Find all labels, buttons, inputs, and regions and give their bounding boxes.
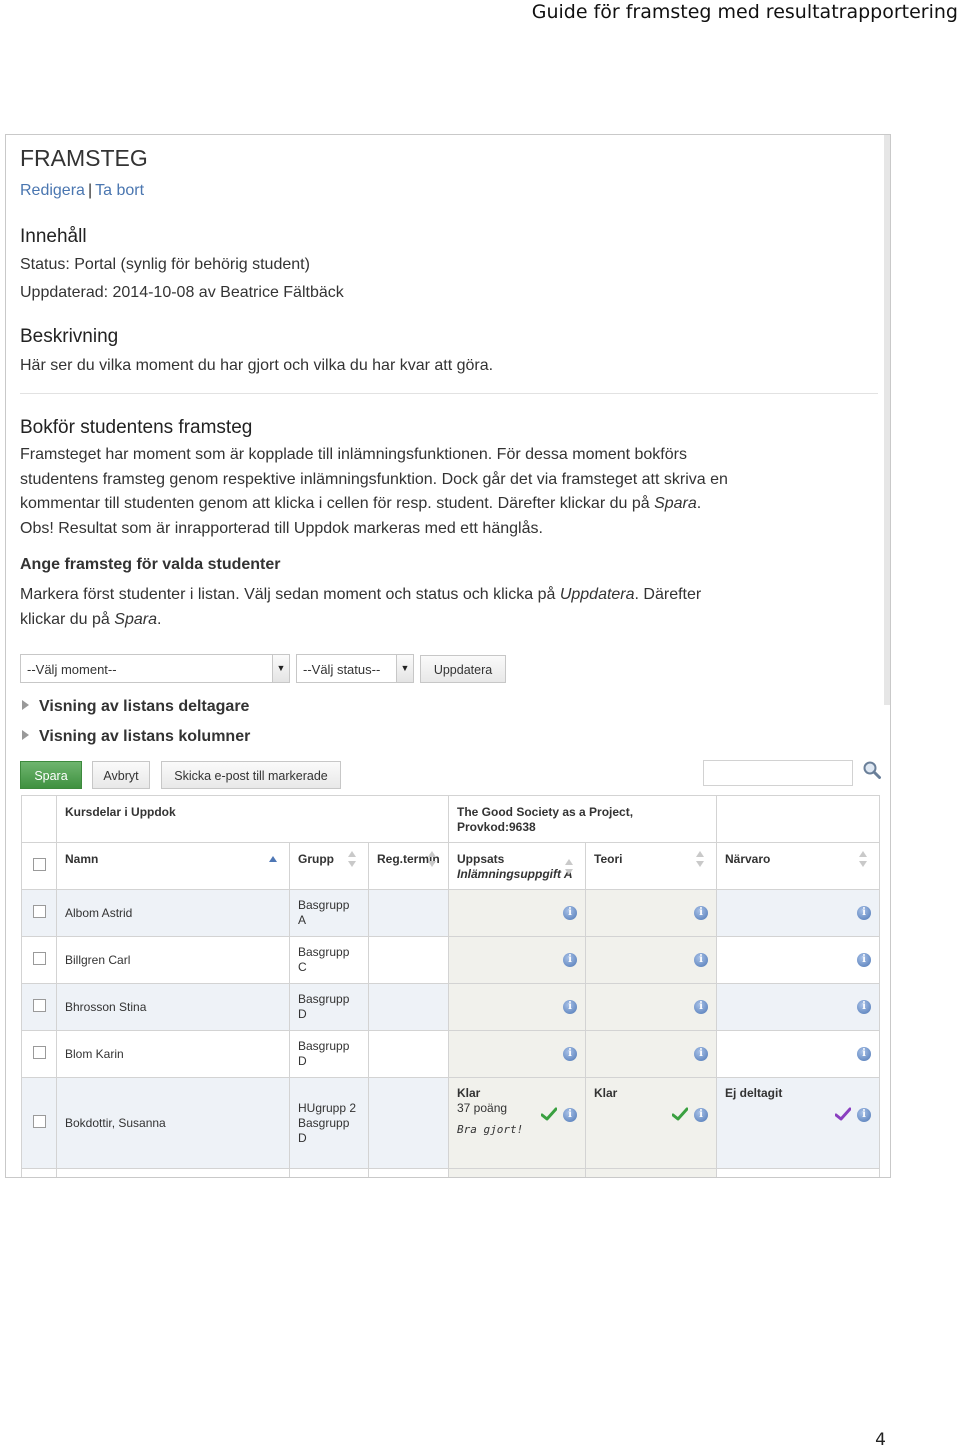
info-icon[interactable]: i [694, 1000, 708, 1014]
student-group: Basgrupp D [290, 1031, 369, 1078]
attendance-cell[interactable] [717, 1078, 880, 1169]
columns-toggle[interactable]: Visning av listans kolumner [22, 728, 250, 746]
info-icon[interactable]: i [694, 1108, 708, 1122]
status-select[interactable]: --Välj status-- ▼ [296, 654, 414, 683]
status-text: Status: Portal (synlig för behörig student) [20, 256, 310, 273]
document-header: Guide för framsteg med resultatrapportering [531, 1, 958, 23]
attendance-cell[interactable] [717, 1031, 880, 1078]
student-name: Bhrosson Stina [57, 984, 290, 1031]
description-text: Här ser du vilka moment du har gjort och vilka du har kvar att göra. [20, 357, 494, 374]
attendance-status: Ej deltagit [725, 1086, 783, 1100]
triangle-right-icon [22, 730, 29, 740]
check-icon [835, 1107, 851, 1121]
attendance-cell[interactable] [717, 984, 880, 1031]
attendance-cell[interactable] [717, 890, 880, 937]
essay-comment: Bra gjort! [457, 1123, 524, 1136]
row-checkbox[interactable] [33, 1046, 46, 1059]
title-links [20, 182, 144, 200]
sort-icon [859, 851, 867, 867]
essay-points: 37 poäng [457, 1101, 508, 1115]
theory-cell[interactable] [586, 1031, 717, 1078]
theory-cell[interactable] [586, 984, 717, 1031]
info-icon[interactable]: i [694, 906, 708, 920]
table-row [22, 1031, 880, 1078]
info-icon[interactable]: i [857, 906, 871, 920]
student-name: Billgren Carl [57, 937, 290, 984]
column-term[interactable]: Reg.termin [369, 843, 449, 890]
info-icon[interactable]: i [563, 1108, 577, 1122]
term-cell [369, 937, 449, 984]
content-heading: Innehåll [20, 226, 87, 247]
table-row [22, 984, 880, 1031]
essay-cell[interactable] [449, 984, 586, 1031]
info-icon[interactable]: i [563, 906, 577, 920]
info-icon[interactable]: i [857, 953, 871, 967]
column-name[interactable]: Namn [57, 843, 290, 890]
cancel-button[interactable]: Avbryt [92, 761, 150, 789]
page-number: 4 [875, 1430, 886, 1450]
info-icon[interactable]: i [563, 1047, 577, 1061]
student-name: Albom Astrid [57, 890, 290, 937]
sort-icon [348, 851, 356, 867]
info-icon[interactable]: i [563, 1000, 577, 1014]
bulk-text: Markera först studenter i listan. Välj sedan moment och status och klicka på Uppdatera. Därefter klickar du på Spara. [20, 586, 702, 628]
group-header-right: The Good Society as a Project, Provkod:9638 [449, 796, 717, 843]
essay-cell[interactable] [449, 1031, 586, 1078]
term-cell [369, 1078, 449, 1169]
column-group[interactable]: Grupp [290, 843, 369, 890]
sort-icon [696, 851, 704, 867]
essay-cell[interactable] [449, 937, 586, 984]
table-header-row [22, 843, 880, 890]
row-checkbox[interactable] [33, 905, 46, 918]
description-heading: Beskrivning [20, 326, 119, 347]
save-button[interactable]: Spara [20, 761, 82, 789]
info-icon[interactable]: i [857, 1108, 871, 1122]
sort-asc-icon [269, 856, 277, 862]
page-title: FRAMSTEG [20, 145, 148, 171]
theory-cell[interactable] [586, 890, 717, 937]
group-header-left: Kursdelar i Uppdok [57, 796, 449, 843]
update-button[interactable]: Uppdatera [420, 655, 506, 683]
chevron-down-icon: ▼ [396, 655, 413, 682]
magnifier-icon[interactable] [863, 761, 881, 779]
updated-text: Uppdaterad: 2014-10-08 av Beatrice Fältbäck [20, 284, 344, 301]
triangle-right-icon [22, 700, 29, 710]
student-group: HUgrupp 2 Basgrupp D [290, 1078, 369, 1169]
essay-status: Klar [457, 1086, 481, 1100]
student-group: Basgrupp C [290, 937, 369, 984]
student-name: Bokdottir, Susanna [57, 1078, 290, 1169]
section-divider [20, 393, 878, 394]
search-input[interactable] [703, 760, 853, 786]
essay-cell[interactable] [449, 890, 586, 937]
email-selected-button[interactable]: Skicka e-post till markerade [161, 761, 341, 789]
student-group: Basgrupp D [290, 984, 369, 1031]
link-separator: | [87, 182, 93, 199]
term-cell [369, 890, 449, 937]
theory-status: Klar [594, 1086, 618, 1100]
row-checkbox[interactable] [33, 999, 46, 1012]
check-icon [541, 1107, 557, 1121]
theory-cell[interactable] [586, 1078, 717, 1169]
check-icon [672, 1107, 688, 1121]
attendance-cell[interactable] [717, 937, 880, 984]
info-icon[interactable]: i [857, 1047, 871, 1061]
sort-icon [565, 859, 573, 875]
select-all-checkbox[interactable] [33, 858, 46, 871]
info-icon[interactable]: i [563, 953, 577, 967]
bulk-heading: Ange framsteg för valda studenter [20, 556, 281, 573]
info-icon[interactable]: i [694, 1047, 708, 1061]
chevron-down-icon: ▼ [272, 655, 289, 682]
info-icon[interactable]: i [694, 953, 708, 967]
record-text: Framsteget har moment som är kopplade till inlämningsfunktionen. För dessa moment bokförs studentens framsteg genom respektive inlämningsfunktion. Dock går det via framsteget att skriva en kommentar till studenten genom att klicka i cellen för resp. student. Därefter klickar du på Spara. Obs! Resultat som är inrapporterad till Uppdok markeras med ett hänglås. [20, 446, 728, 537]
student-name: Blom Karin [57, 1031, 290, 1078]
table-group-header [22, 796, 880, 843]
table-row [22, 937, 880, 984]
column-attendance[interactable]: Närvaro [717, 843, 880, 890]
column-essay[interactable]: Uppsats Inlämningsuppgift A [449, 843, 586, 890]
table-row-partial [22, 1169, 880, 1179]
essay-cell[interactable] [449, 1078, 586, 1169]
theory-cell[interactable] [586, 937, 717, 984]
screenshot-frame [5, 134, 891, 1178]
delete-link[interactable]: Ta bort [95, 182, 145, 199]
scrollbar[interactable] [884, 135, 890, 705]
moment-select[interactable]: --Välj moment-- ▼ [20, 654, 290, 683]
row-checkbox[interactable] [33, 1115, 46, 1128]
record-heading: Bokför studentens framsteg [20, 417, 253, 438]
term-cell [369, 1031, 449, 1078]
column-theory[interactable]: Teori [586, 843, 717, 890]
table-row [22, 1078, 880, 1169]
student-group: Basgrupp A [290, 890, 369, 937]
student-table [21, 795, 880, 1178]
term-cell [369, 984, 449, 1031]
table-row [22, 890, 880, 937]
row-checkbox[interactable] [33, 952, 46, 965]
edit-link[interactable]: Redigera [20, 182, 85, 199]
info-icon[interactable]: i [857, 1000, 871, 1014]
participants-toggle[interactable]: Visning av listans deltagare [22, 698, 249, 716]
sort-icon [428, 851, 436, 867]
